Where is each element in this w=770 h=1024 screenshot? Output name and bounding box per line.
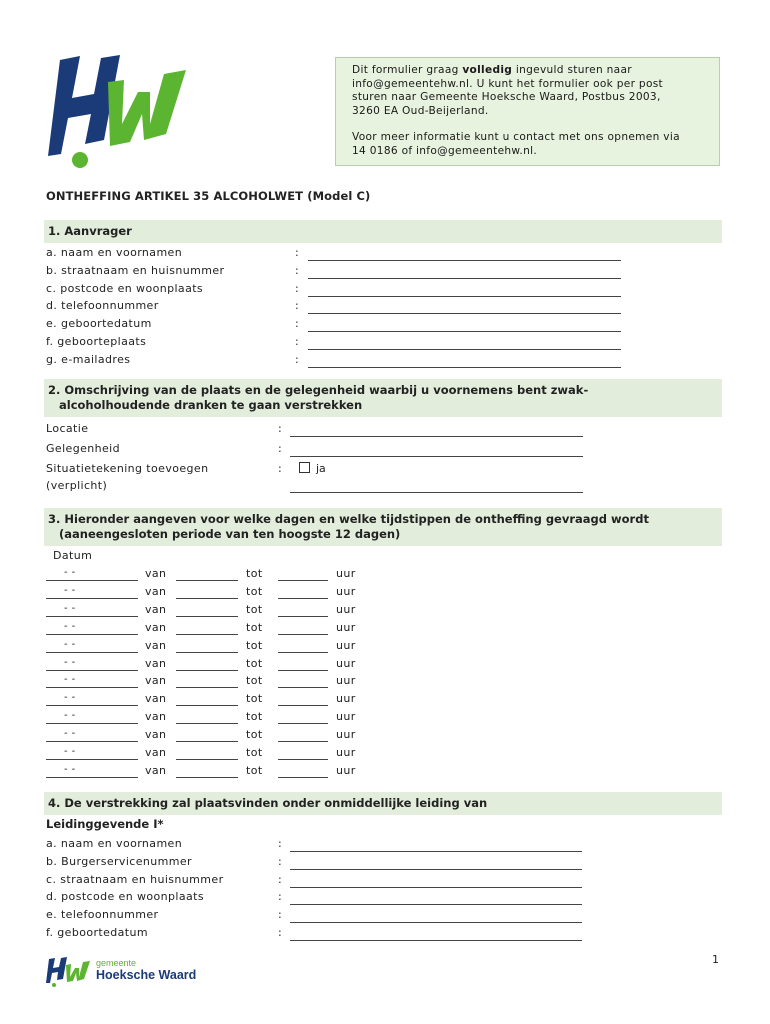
uur-label: uur — [336, 620, 356, 634]
field-input[interactable] — [308, 278, 621, 279]
end-time-input[interactable] — [278, 598, 328, 599]
page-number: 1 — [712, 953, 719, 966]
tot-label: tot — [246, 584, 263, 598]
date-input[interactable] — [46, 777, 138, 778]
uur-label: uur — [336, 567, 356, 580]
section-2-heading-line2: alcoholhoudende dranken te gaan verstrekken — [59, 398, 363, 412]
start-time-input[interactable] — [176, 652, 238, 653]
date-row — [46, 728, 376, 742]
van-label: van — [145, 746, 167, 759]
uur-label: uur — [336, 602, 356, 616]
section-1-heading — [44, 220, 722, 243]
end-time-input[interactable] — [278, 670, 328, 671]
field-label: f. geboorteplaats — [46, 335, 147, 348]
uur-label: uur — [336, 656, 356, 670]
footer-logo — [46, 955, 206, 987]
leiding-field-input[interactable] — [290, 887, 582, 888]
field-input[interactable] — [308, 260, 621, 261]
info-text: ingevuld sturen naar — [512, 64, 632, 76]
leiding-field-label: b. Burgerservicenummer — [46, 854, 192, 868]
start-time-input[interactable] — [176, 598, 238, 599]
leiding-field-label: d. postcode en woonplaats — [46, 890, 204, 904]
van-label: van — [145, 584, 167, 598]
uur-label: uur — [336, 710, 356, 724]
date-row — [46, 657, 376, 671]
situatietekening-note: (verplicht) — [46, 479, 108, 492]
colon: : — [278, 926, 282, 939]
field-input[interactable] — [308, 349, 621, 350]
section-2-heading — [44, 379, 722, 417]
situatietekening-label: Situatietekening toevoegen — [46, 462, 209, 475]
locatie-input[interactable] — [290, 436, 583, 437]
field-label: a. naam en voornamen — [46, 246, 183, 259]
leiding-field-input[interactable] — [290, 869, 582, 870]
tot-label: tot — [246, 728, 263, 742]
date-row — [46, 621, 376, 635]
colon: : — [278, 908, 282, 922]
locatie-label: Locatie — [46, 422, 89, 435]
uur-label: uur — [336, 692, 356, 706]
end-time-input[interactable] — [278, 687, 328, 688]
info-contact-text: Voor meer informatie kunt u contact met ons opnemen via — [352, 131, 680, 144]
leiding-field-input[interactable] — [290, 922, 582, 923]
section-2-heading-line1: 2. Omschrijving van de plaats en de gelegenheid waarbij u voornemens bent zwak- — [48, 383, 589, 397]
date-row — [46, 692, 376, 706]
date-row — [46, 746, 376, 760]
footer-logo-small-text: gemeente — [96, 958, 137, 968]
date-separator: - - — [64, 728, 76, 740]
gelegenheid-input[interactable] — [290, 456, 583, 457]
colon: : — [295, 246, 299, 259]
start-time-input[interactable] — [176, 616, 238, 617]
start-time-input[interactable] — [176, 670, 238, 671]
field-label: c. postcode en woonplaats — [46, 281, 204, 295]
van-label: van — [145, 638, 167, 652]
colon: : — [295, 335, 299, 348]
date-input[interactable] — [46, 670, 138, 671]
document-title: ONTHEFFING ARTIKEL 35 ALCOHOLWET (Model C) — [46, 189, 371, 203]
start-time-input[interactable] — [176, 759, 238, 760]
start-time-input[interactable] — [176, 634, 238, 635]
section-3-heading-line2: (aaneengesloten periode van ten hoogste 12 dagen) — [59, 527, 401, 541]
gelegenheid-label: Gelegenheid — [46, 442, 121, 455]
date-input[interactable] — [46, 741, 138, 742]
uur-label: uur — [336, 763, 356, 777]
leiding-field-label: f. geboortedatum — [46, 926, 148, 939]
situatietekening-checkbox[interactable] — [299, 462, 310, 473]
uur-label: uur — [336, 584, 356, 598]
field-label: g. e-mailadres — [46, 352, 131, 366]
colon: : — [278, 422, 282, 435]
tot-label: tot — [246, 692, 263, 706]
situatietekening-input[interactable] — [290, 492, 583, 493]
colon: : — [278, 872, 282, 886]
end-time-input[interactable] — [278, 580, 328, 581]
date-input[interactable] — [46, 723, 138, 724]
start-time-input[interactable] — [176, 723, 238, 724]
start-time-input[interactable] — [176, 705, 238, 706]
section-4-heading — [44, 792, 722, 815]
field-input[interactable] — [308, 313, 621, 314]
start-time-input[interactable] — [176, 741, 238, 742]
end-time-input[interactable] — [278, 652, 328, 653]
date-input[interactable] — [46, 759, 138, 760]
leiding-field-input[interactable] — [290, 904, 582, 905]
colon: : — [278, 854, 282, 868]
tot-label: tot — [246, 674, 263, 688]
date-separator: - - — [64, 674, 76, 686]
date-separator: - - — [64, 602, 76, 614]
hw-logo — [46, 52, 196, 170]
end-time-input[interactable] — [278, 723, 328, 724]
info-bold-text: volledig — [462, 64, 513, 76]
date-row — [46, 585, 376, 599]
date-row — [46, 603, 376, 617]
field-input[interactable] — [308, 331, 621, 332]
start-time-input[interactable] — [176, 580, 238, 581]
leidinggevende-title: Leidinggevende I* — [46, 817, 164, 831]
end-time-input[interactable] — [278, 634, 328, 635]
uur-label: uur — [336, 674, 356, 688]
van-label: van — [145, 620, 167, 634]
colon: : — [278, 462, 282, 475]
date-input[interactable] — [46, 616, 138, 617]
van-label: van — [145, 674, 167, 688]
date-input[interactable] — [46, 580, 138, 581]
date-input[interactable] — [46, 652, 138, 653]
date-row — [46, 567, 376, 581]
end-time-input[interactable] — [278, 777, 328, 778]
leiding-field-label: e. telefoonnummer — [46, 908, 159, 922]
date-input[interactable] — [46, 598, 138, 599]
van-label: van — [145, 567, 167, 580]
date-row — [46, 639, 376, 653]
checkbox-label-ja: ja — [316, 462, 326, 475]
tot-label: tot — [246, 567, 263, 580]
leiding-field-input[interactable] — [290, 851, 582, 852]
tot-label: tot — [246, 763, 263, 777]
section-4-heading-text: 4. De verstrekking zal plaatsvinden onder onmiddellijke leiding van — [48, 796, 488, 810]
info-text: sturen naar Gemeente Hoeksche Waard, Postbus 2003, — [352, 91, 661, 104]
leiding-field-label: c. straatnaam en huisnummer — [46, 872, 224, 886]
info-email-text: info@gemeentehw.nl. U kunt het formulier ook per post — [352, 77, 663, 90]
end-time-input[interactable] — [278, 616, 328, 617]
field-input[interactable] — [308, 367, 621, 368]
end-time-input[interactable] — [278, 741, 328, 742]
date-separator: - - — [64, 567, 76, 578]
colon: : — [295, 352, 299, 366]
colon: : — [278, 442, 282, 455]
leiding-field-input[interactable] — [290, 940, 582, 941]
date-input[interactable] — [46, 634, 138, 635]
field-input[interactable] — [308, 296, 621, 297]
date-input[interactable] — [46, 705, 138, 706]
van-label: van — [145, 656, 167, 670]
date-separator: - - — [64, 638, 76, 650]
datum-label: Datum — [53, 549, 93, 562]
date-row — [46, 674, 376, 688]
tot-label: tot — [246, 638, 263, 652]
end-time-input[interactable] — [278, 759, 328, 760]
date-separator: - - — [64, 692, 76, 704]
date-separator: - - — [64, 763, 76, 775]
tot-label: tot — [246, 710, 263, 724]
date-separator: - - — [64, 584, 76, 596]
date-input[interactable] — [46, 687, 138, 688]
section-3-heading-line1: 3. Hieronder aangeven voor welke dagen en welke tijdstippen de ontheffing gevraagd wordt — [48, 512, 649, 526]
section-1-heading-text: 1. Aanvrager — [48, 224, 132, 238]
van-label: van — [145, 728, 167, 742]
colon: : — [278, 837, 282, 850]
colon: : — [295, 263, 299, 277]
start-time-input[interactable] — [176, 777, 238, 778]
start-time-input[interactable] — [176, 687, 238, 688]
tot-label: tot — [246, 746, 263, 759]
submission-info-box — [335, 57, 720, 166]
end-time-input[interactable] — [278, 705, 328, 706]
tot-label: tot — [246, 602, 263, 616]
colon: : — [295, 317, 299, 331]
info-text: 3260 EA Oud-Beijerland. — [352, 104, 489, 117]
colon: : — [278, 890, 282, 904]
date-row — [46, 764, 376, 778]
van-label: van — [145, 602, 167, 616]
colon: : — [295, 299, 299, 313]
section-3-heading — [44, 508, 722, 546]
field-label: b. straatnaam en huisnummer — [46, 263, 225, 277]
field-label: e. geboortedatum — [46, 317, 152, 331]
date-row — [46, 710, 376, 724]
date-separator: - - — [64, 620, 76, 632]
tot-label: tot — [246, 656, 263, 670]
info-text: Dit formulier graag — [352, 64, 463, 76]
footer-logo-name-text: Hoeksche Waard — [96, 968, 197, 982]
leiding-field-label: a. naam en voornamen — [46, 837, 183, 850]
field-label: d. telefoonnummer — [46, 299, 159, 313]
uur-label: uur — [336, 728, 356, 742]
info-contact-text: 14 0186 of info@gemeentehw.nl. — [352, 144, 537, 157]
date-separator: - - — [64, 656, 76, 668]
uur-label: uur — [336, 746, 356, 759]
van-label: van — [145, 692, 167, 706]
colon: : — [295, 281, 299, 295]
uur-label: uur — [336, 638, 356, 652]
van-label: van — [145, 763, 167, 777]
date-separator: - - — [64, 746, 76, 757]
van-label: van — [145, 710, 167, 724]
tot-label: tot — [246, 620, 263, 634]
date-separator: - - — [64, 710, 76, 722]
